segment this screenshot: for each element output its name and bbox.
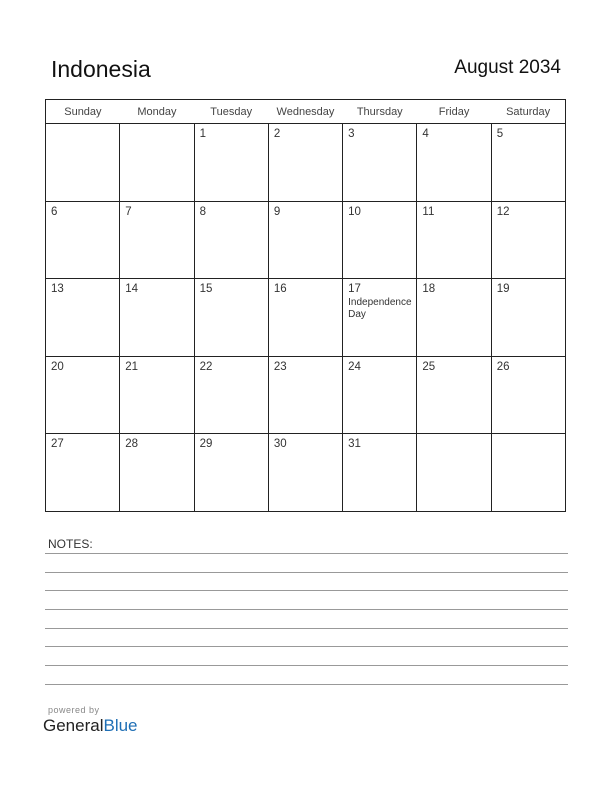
weekday-header-row (46, 100, 566, 124)
day-number: 5 (496, 128, 504, 140)
day-cell[interactable] (194, 201, 268, 279)
day-number: 15 (199, 283, 213, 296)
day-number: 22 (199, 360, 213, 373)
day-number: 9 (273, 205, 281, 218)
notes-line (45, 646, 568, 647)
day-cell[interactable] (194, 434, 268, 512)
day-number: 31 (348, 438, 361, 451)
day-cell[interactable] (120, 279, 194, 357)
day-number (492, 434, 565, 437)
holiday-label: Independence Day (348, 297, 412, 321)
week-row (46, 434, 566, 512)
day-number: 12 (496, 205, 510, 218)
day-number: 18 (422, 283, 436, 296)
day-number: 21 (125, 360, 139, 373)
day-cell[interactable] (268, 124, 342, 202)
day-number: 1 (199, 128, 206, 140)
day-number (120, 124, 193, 127)
day-cell[interactable] (343, 356, 417, 434)
calendar-grid (45, 99, 566, 512)
day-number: 23 (273, 360, 287, 373)
country-title: Indonesia (51, 56, 151, 82)
day-number: 24 (348, 360, 361, 373)
day-cell[interactable] (46, 356, 120, 434)
notes-line (45, 665, 568, 666)
powered-by-text: powered by (48, 705, 100, 715)
notes-line (45, 553, 568, 554)
empty-day-cell (417, 434, 491, 512)
day-cell[interactable] (120, 201, 194, 279)
day-number: 26 (496, 360, 510, 373)
day-cell[interactable] (194, 279, 268, 357)
day-cell[interactable] (46, 434, 120, 512)
day-cell[interactable] (46, 201, 120, 279)
day-number: 13 (51, 283, 64, 296)
notes-label: NOTES: (48, 537, 93, 551)
brand-blue: Blue (103, 716, 138, 735)
day-cell[interactable] (491, 279, 565, 357)
generalblue-logo[interactable] (43, 716, 138, 736)
day-number: 10 (348, 205, 361, 218)
day-cell[interactable] (343, 434, 417, 512)
weekday-tuesday: Tuesday (194, 100, 268, 124)
day-number: 3 (348, 128, 355, 140)
day-number: 4 (422, 128, 429, 140)
empty-day-cell (120, 124, 194, 202)
day-number: 16 (273, 283, 287, 296)
weekday-thursday: Thursday (343, 100, 417, 124)
week-row (46, 279, 566, 357)
day-number: 28 (125, 438, 139, 451)
day-cell[interactable] (194, 124, 268, 202)
weekday-friday: Friday (417, 100, 491, 124)
weekday-wednesday: Wednesday (268, 100, 342, 124)
month-title: August 2034 (454, 57, 561, 78)
notes-line (45, 609, 568, 610)
day-number: 27 (51, 438, 64, 451)
day-cell[interactable] (343, 124, 417, 202)
notes-line (45, 572, 568, 573)
day-number: 11 (422, 205, 435, 218)
day-number: 19 (496, 283, 510, 296)
day-cell[interactable] (417, 356, 491, 434)
day-cell[interactable] (417, 124, 491, 202)
day-number: 25 (422, 360, 436, 373)
day-number: 6 (51, 205, 58, 218)
day-cell[interactable] (491, 124, 565, 202)
day-cell[interactable] (268, 434, 342, 512)
day-cell[interactable] (417, 201, 491, 279)
weekday-sunday: Sunday (46, 100, 120, 124)
day-cell[interactable] (343, 279, 417, 357)
day-number (46, 124, 119, 127)
day-number: 20 (51, 360, 64, 373)
weekday-monday: Monday (120, 100, 194, 124)
week-row (46, 201, 566, 279)
brand-general: General (43, 716, 104, 735)
day-cell[interactable] (268, 201, 342, 279)
day-cell[interactable] (120, 434, 194, 512)
empty-day-cell (491, 434, 565, 512)
day-number: 2 (273, 128, 281, 140)
weekday-saturday: Saturday (491, 100, 565, 124)
day-cell[interactable] (120, 356, 194, 434)
day-number: 30 (273, 438, 287, 451)
day-cell[interactable] (491, 356, 565, 434)
day-cell[interactable] (268, 279, 342, 357)
day-number: 29 (199, 438, 213, 451)
notes-line (45, 684, 568, 685)
day-cell[interactable] (417, 279, 491, 357)
notes-line (45, 590, 568, 591)
day-number: 7 (125, 205, 132, 218)
day-number: 8 (199, 205, 206, 218)
week-row (46, 124, 566, 202)
day-cell[interactable] (194, 356, 268, 434)
day-cell[interactable] (46, 279, 120, 357)
day-cell[interactable] (343, 201, 417, 279)
day-cell[interactable] (268, 356, 342, 434)
week-row (46, 356, 566, 434)
day-cell[interactable] (491, 201, 565, 279)
day-number: 14 (125, 283, 139, 296)
day-number (417, 434, 490, 437)
notes-line (45, 628, 568, 629)
empty-day-cell (46, 124, 120, 202)
day-number: 17 (348, 283, 361, 296)
